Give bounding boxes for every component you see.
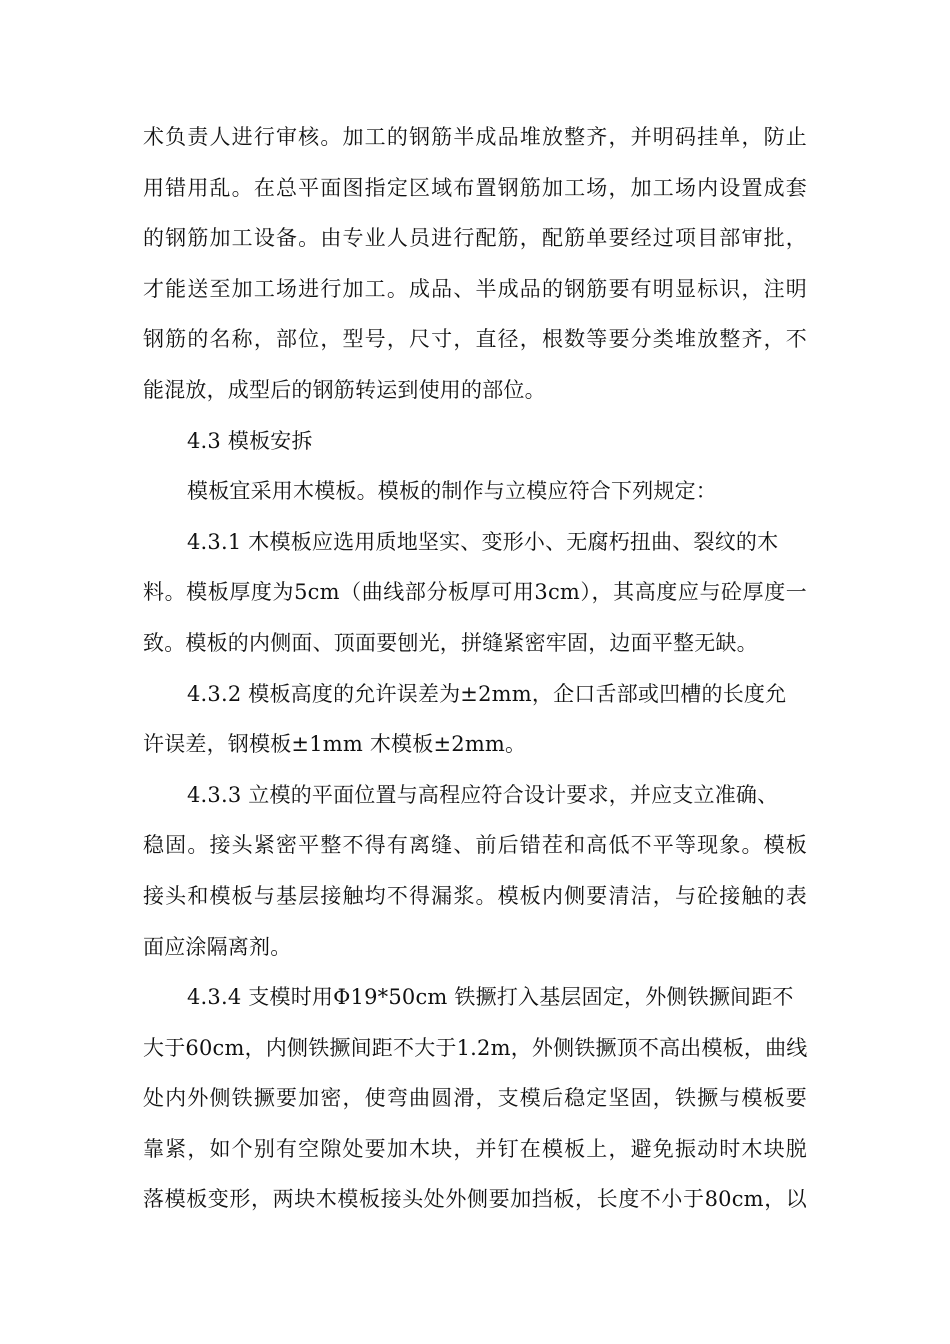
text-line: 大于60cm，内侧铁撅间距不大于1.2m，外侧铁撅顶不高出模板，曲线	[143, 1035, 808, 1060]
paragraph-intro: 模板宜采用木模板。模板的制作与立模应符合下列规定：	[187, 479, 717, 504]
text-line: 面应涂隔离剂。	[143, 934, 292, 959]
text-line: 才能送至加工场进行加工。成品、半成品的钢筋要有明显标识，注明	[143, 276, 807, 301]
clause-4-3-2-start: 4.3.2 模板高度的允许误差为±2mm，企口舌部或凹槽的长度允	[187, 681, 787, 706]
section-heading: 4.3 模板安拆	[187, 428, 313, 453]
clause-4-3-3-start: 4.3.3 立模的平面位置与高程应符合设计要求，并应支立准确、	[187, 782, 779, 807]
text-line: 能混放，成型后的钢筋转运到使用的部位。	[143, 377, 546, 402]
text-line: 致。模板的内侧面、顶面要刨光，拼缝紧密牢固，边面平整无缺。	[143, 630, 758, 655]
text-line: 处内外侧铁撅要加密，使弯曲圆滑，支模后稳定坚固，铁撅与模板要	[143, 1086, 807, 1111]
text-line: 的钢筋加工设备。由专业人员进行配筋，配筋单要经过项目部审批，	[143, 226, 807, 251]
text-line: 用错用乱。在总平面图指定区域布置钢筋加工场，加工场内设置成套	[143, 175, 807, 200]
text-line: 料。模板厚度为5cm（曲线部分板厚可用3cm），其高度应与砼厚度一	[143, 580, 807, 605]
text-line: 稳固。接头紧密平整不得有离缝、前后错茬和高低不平等现象。模板	[143, 833, 807, 858]
text-line: 落模板变形，两块木模板接头处外侧要加挡板，长度不小于80cm，以	[143, 1187, 807, 1212]
document-body	[143, 112, 807, 1225]
text-line: 接头和模板与基层接触均不得漏浆。模板内侧要清洁，与砼接触的表	[143, 883, 807, 908]
text-line: 许误差，钢模板±1mm 木模板±2mm。	[143, 732, 527, 757]
text-line: 术负责人进行审核。加工的钢筋半成品堆放整齐，并明码挂单，防止	[143, 125, 807, 149]
text-line: 钢筋的名称，部位，型号，尺寸，直径，根数等要分类堆放整齐，不	[143, 327, 807, 352]
clause-4-3-1-start: 4.3.1 木模板应选用质地坚实、变形小、无腐朽扭曲、裂纹的木	[187, 529, 779, 554]
text-line: 靠紧，如个别有空隙处要加木块，并钉在模板上，避免振动时木块脱	[143, 1136, 807, 1161]
clause-4-3-4-start: 4.3.4 支模时用Φ19*50cm 铁撅打入基层固定，外侧铁撅间距不	[187, 985, 794, 1010]
